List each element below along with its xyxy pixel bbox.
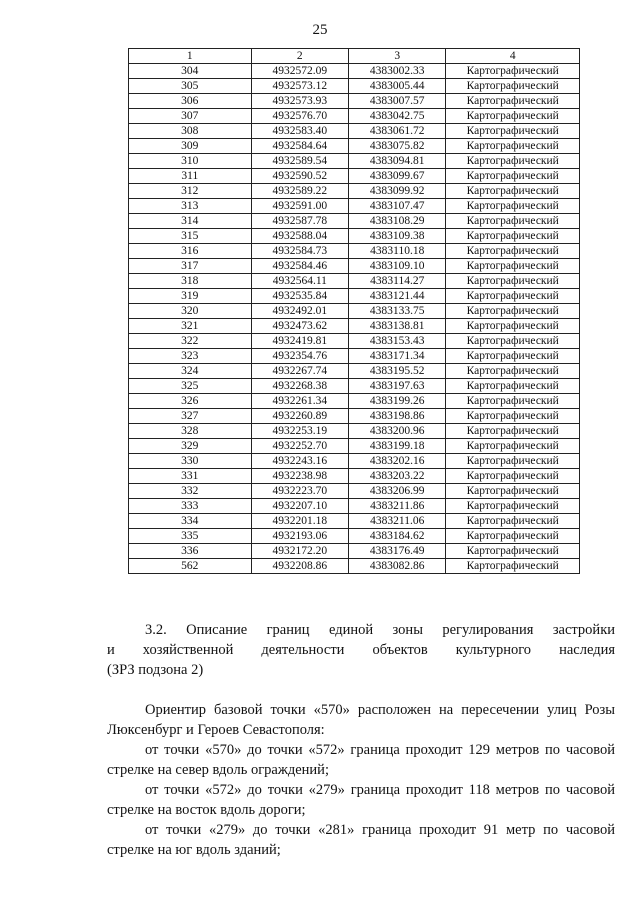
point-number-cell: 311 xyxy=(129,169,252,184)
point-number-cell: 318 xyxy=(129,274,252,289)
point-number-cell: 326 xyxy=(129,394,252,409)
method-cell: Картографический xyxy=(446,379,580,394)
x-coordinate-cell: 4932591.00 xyxy=(251,199,348,214)
point-number-cell: 316 xyxy=(129,244,252,259)
table-row xyxy=(129,304,580,319)
coordinates-table xyxy=(128,48,580,574)
table-row xyxy=(129,214,580,229)
page-number: 25 xyxy=(312,22,328,38)
point-number-cell: 332 xyxy=(129,484,252,499)
point-number-cell: 334 xyxy=(129,514,252,529)
table-row xyxy=(129,364,580,379)
point-number-cell: 325 xyxy=(129,379,252,394)
method-cell: Картографический xyxy=(446,274,580,289)
section-heading-line: 3.2. Описание границ единой зоны регулирования застройки xyxy=(145,622,615,638)
column-header: 4 xyxy=(446,49,580,64)
y-coordinate-cell: 4383184.62 xyxy=(349,529,446,544)
method-cell: Картографический xyxy=(446,364,580,379)
table-row xyxy=(129,184,580,199)
x-coordinate-cell: 4932223.70 xyxy=(251,484,348,499)
x-coordinate-cell: 4932253.19 xyxy=(251,424,348,439)
x-coordinate-cell: 4932589.22 xyxy=(251,184,348,199)
column-header: 3 xyxy=(349,49,446,64)
point-number-cell: 331 xyxy=(129,469,252,484)
x-coordinate-cell: 4932260.89 xyxy=(251,409,348,424)
y-coordinate-cell: 4383109.10 xyxy=(349,259,446,274)
table-row xyxy=(129,439,580,454)
method-cell: Картографический xyxy=(446,109,580,124)
y-coordinate-cell: 4383199.26 xyxy=(349,394,446,409)
point-number-cell: 315 xyxy=(129,229,252,244)
y-coordinate-cell: 4383197.63 xyxy=(349,379,446,394)
method-cell: Картографический xyxy=(446,529,580,544)
method-cell: Картографический xyxy=(446,394,580,409)
method-cell: Картографический xyxy=(446,544,580,559)
x-coordinate-cell: 4932492.01 xyxy=(251,304,348,319)
method-cell: Картографический xyxy=(446,199,580,214)
x-coordinate-cell: 4932354.76 xyxy=(251,349,348,364)
table-row xyxy=(129,424,580,439)
table-row xyxy=(129,64,580,79)
point-number-cell: 328 xyxy=(129,424,252,439)
x-coordinate-cell: 4932590.52 xyxy=(251,169,348,184)
x-coordinate-cell: 4932419.81 xyxy=(251,334,348,349)
y-coordinate-cell: 4383042.75 xyxy=(349,109,446,124)
method-cell: Картографический xyxy=(446,229,580,244)
method-cell: Картографический xyxy=(446,409,580,424)
table-row xyxy=(129,259,580,274)
y-coordinate-cell: 4383211.86 xyxy=(349,499,446,514)
point-number-cell: 306 xyxy=(129,94,252,109)
method-cell: Картографический xyxy=(446,424,580,439)
paragraph: от точки «572» до точки «279» граница проходит 118 метров по часовой стрелке на восток вдоль дороги; xyxy=(107,782,615,818)
x-coordinate-cell: 4932589.54 xyxy=(251,154,348,169)
y-coordinate-cell: 4383203.22 xyxy=(349,469,446,484)
table-row xyxy=(129,244,580,259)
method-cell: Картографический xyxy=(446,349,580,364)
method-cell: Картографический xyxy=(446,499,580,514)
method-cell: Картографический xyxy=(446,319,580,334)
paragraph: от точки «570» до точки «572» граница проходит 129 метров по часовой стрелке на север вдоль ограждений; xyxy=(107,742,615,778)
table-row xyxy=(129,109,580,124)
table-row xyxy=(129,379,580,394)
y-coordinate-cell: 4383176.49 xyxy=(349,544,446,559)
table-row xyxy=(129,454,580,469)
method-cell: Картографический xyxy=(446,94,580,109)
table-row xyxy=(129,559,580,574)
point-number-cell: 322 xyxy=(129,334,252,349)
table-row xyxy=(129,319,580,334)
point-number-cell: 307 xyxy=(129,109,252,124)
x-coordinate-cell: 4932243.16 xyxy=(251,454,348,469)
table-header-row xyxy=(129,49,580,64)
table-row xyxy=(129,139,580,154)
table-row xyxy=(129,79,580,94)
section-heading-line: (ЗРЗ подзона 2) xyxy=(107,662,204,678)
x-coordinate-cell: 4932208.86 xyxy=(251,559,348,574)
table-body xyxy=(129,64,580,574)
section-heading-line: и хозяйственной деятельности объектов культурного наследия xyxy=(107,642,615,658)
method-cell: Картографический xyxy=(446,259,580,274)
method-cell: Картографический xyxy=(446,79,580,94)
method-cell: Картографический xyxy=(446,484,580,499)
y-coordinate-cell: 4383198.86 xyxy=(349,409,446,424)
y-coordinate-cell: 4383195.52 xyxy=(349,364,446,379)
point-number-cell: 329 xyxy=(129,439,252,454)
table-row xyxy=(129,154,580,169)
x-coordinate-cell: 4932584.46 xyxy=(251,259,348,274)
table-row xyxy=(129,469,580,484)
point-number-cell: 320 xyxy=(129,304,252,319)
method-cell: Картографический xyxy=(446,439,580,454)
point-number-cell: 319 xyxy=(129,289,252,304)
method-cell: Картографический xyxy=(446,469,580,484)
table-row xyxy=(129,544,580,559)
y-coordinate-cell: 4383094.81 xyxy=(349,154,446,169)
point-number-cell: 333 xyxy=(129,499,252,514)
point-number-cell: 312 xyxy=(129,184,252,199)
y-coordinate-cell: 4383133.75 xyxy=(349,304,446,319)
y-coordinate-cell: 4383099.67 xyxy=(349,169,446,184)
y-coordinate-cell: 4383075.82 xyxy=(349,139,446,154)
point-number-cell: 330 xyxy=(129,454,252,469)
x-coordinate-cell: 4932573.12 xyxy=(251,79,348,94)
y-coordinate-cell: 4383121.44 xyxy=(349,289,446,304)
y-coordinate-cell: 4383206.99 xyxy=(349,484,446,499)
method-cell: Картографический xyxy=(446,244,580,259)
table-row xyxy=(129,199,580,214)
y-coordinate-cell: 4383114.27 xyxy=(349,274,446,289)
x-coordinate-cell: 4932584.64 xyxy=(251,139,348,154)
y-coordinate-cell: 4383200.96 xyxy=(349,424,446,439)
method-cell: Картографический xyxy=(446,304,580,319)
method-cell: Картографический xyxy=(446,214,580,229)
table-row xyxy=(129,349,580,364)
x-coordinate-cell: 4932201.18 xyxy=(251,514,348,529)
x-coordinate-cell: 4932238.98 xyxy=(251,469,348,484)
table-row xyxy=(129,124,580,139)
x-coordinate-cell: 4932252.70 xyxy=(251,439,348,454)
table-row xyxy=(129,499,580,514)
method-cell: Картографический xyxy=(446,184,580,199)
y-coordinate-cell: 4383110.18 xyxy=(349,244,446,259)
method-cell: Картографический xyxy=(446,454,580,469)
y-coordinate-cell: 4383061.72 xyxy=(349,124,446,139)
point-number-cell: 304 xyxy=(129,64,252,79)
x-coordinate-cell: 4932535.84 xyxy=(251,289,348,304)
column-header: 1 xyxy=(129,49,252,64)
method-cell: Картографический xyxy=(446,154,580,169)
point-number-cell: 308 xyxy=(129,124,252,139)
x-coordinate-cell: 4932473.62 xyxy=(251,319,348,334)
y-coordinate-cell: 4383002.33 xyxy=(349,64,446,79)
x-coordinate-cell: 4932564.11 xyxy=(251,274,348,289)
x-coordinate-cell: 4932587.78 xyxy=(251,214,348,229)
method-cell: Картографический xyxy=(446,514,580,529)
method-cell: Картографический xyxy=(446,64,580,79)
point-number-cell: 323 xyxy=(129,349,252,364)
point-number-cell: 324 xyxy=(129,364,252,379)
point-number-cell: 321 xyxy=(129,319,252,334)
point-number-cell: 305 xyxy=(129,79,252,94)
x-coordinate-cell: 4932268.38 xyxy=(251,379,348,394)
table-row xyxy=(129,529,580,544)
column-header: 2 xyxy=(251,49,348,64)
point-number-cell: 317 xyxy=(129,259,252,274)
y-coordinate-cell: 4383108.29 xyxy=(349,214,446,229)
method-cell: Картографический xyxy=(446,139,580,154)
method-cell: Картографический xyxy=(446,334,580,349)
y-coordinate-cell: 4383211.06 xyxy=(349,514,446,529)
x-coordinate-cell: 4932193.06 xyxy=(251,529,348,544)
x-coordinate-cell: 4932207.10 xyxy=(251,499,348,514)
table-row xyxy=(129,484,580,499)
table-row xyxy=(129,94,580,109)
table-row xyxy=(129,289,580,304)
table-row xyxy=(129,169,580,184)
point-number-cell: 335 xyxy=(129,529,252,544)
y-coordinate-cell: 4383171.34 xyxy=(349,349,446,364)
method-cell: Картографический xyxy=(446,289,580,304)
x-coordinate-cell: 4932261.34 xyxy=(251,394,348,409)
y-coordinate-cell: 4383202.16 xyxy=(349,454,446,469)
y-coordinate-cell: 4383005.44 xyxy=(349,79,446,94)
y-coordinate-cell: 4383153.43 xyxy=(349,334,446,349)
point-number-cell: 314 xyxy=(129,214,252,229)
point-number-cell: 562 xyxy=(129,559,252,574)
x-coordinate-cell: 4932573.93 xyxy=(251,94,348,109)
y-coordinate-cell: 4383082.86 xyxy=(349,559,446,574)
point-number-cell: 309 xyxy=(129,139,252,154)
y-coordinate-cell: 4383107.47 xyxy=(349,199,446,214)
y-coordinate-cell: 4383199.18 xyxy=(349,439,446,454)
section-heading xyxy=(107,620,615,680)
x-coordinate-cell: 4932172.20 xyxy=(251,544,348,559)
point-number-cell: 336 xyxy=(129,544,252,559)
x-coordinate-cell: 4932588.04 xyxy=(251,229,348,244)
x-coordinate-cell: 4932584.73 xyxy=(251,244,348,259)
y-coordinate-cell: 4383109.38 xyxy=(349,229,446,244)
x-coordinate-cell: 4932572.09 xyxy=(251,64,348,79)
method-cell: Картографический xyxy=(446,559,580,574)
x-coordinate-cell: 4932267.74 xyxy=(251,364,348,379)
paragraph: от точки «279» до точки «281» граница проходит 91 метр по часовой стрелке на юг вдоль зданий; xyxy=(107,822,615,858)
x-coordinate-cell: 4932576.70 xyxy=(251,109,348,124)
table-row xyxy=(129,334,580,349)
x-coordinate-cell: 4932583.40 xyxy=(251,124,348,139)
point-number-cell: 313 xyxy=(129,199,252,214)
paragraph: Ориентир базовой точки «570» расположен на пересечении улиц Розы Люксенбург и Героев Севастополя: xyxy=(107,702,615,738)
table-row xyxy=(129,229,580,244)
table-row xyxy=(129,394,580,409)
y-coordinate-cell: 4383138.81 xyxy=(349,319,446,334)
table-row xyxy=(129,409,580,424)
y-coordinate-cell: 4383007.57 xyxy=(349,94,446,109)
y-coordinate-cell: 4383099.92 xyxy=(349,184,446,199)
method-cell: Картографический xyxy=(446,169,580,184)
point-number-cell: 327 xyxy=(129,409,252,424)
body-text xyxy=(107,700,615,860)
method-cell: Картографический xyxy=(446,124,580,139)
table-row xyxy=(129,274,580,289)
point-number-cell: 310 xyxy=(129,154,252,169)
table-row xyxy=(129,514,580,529)
